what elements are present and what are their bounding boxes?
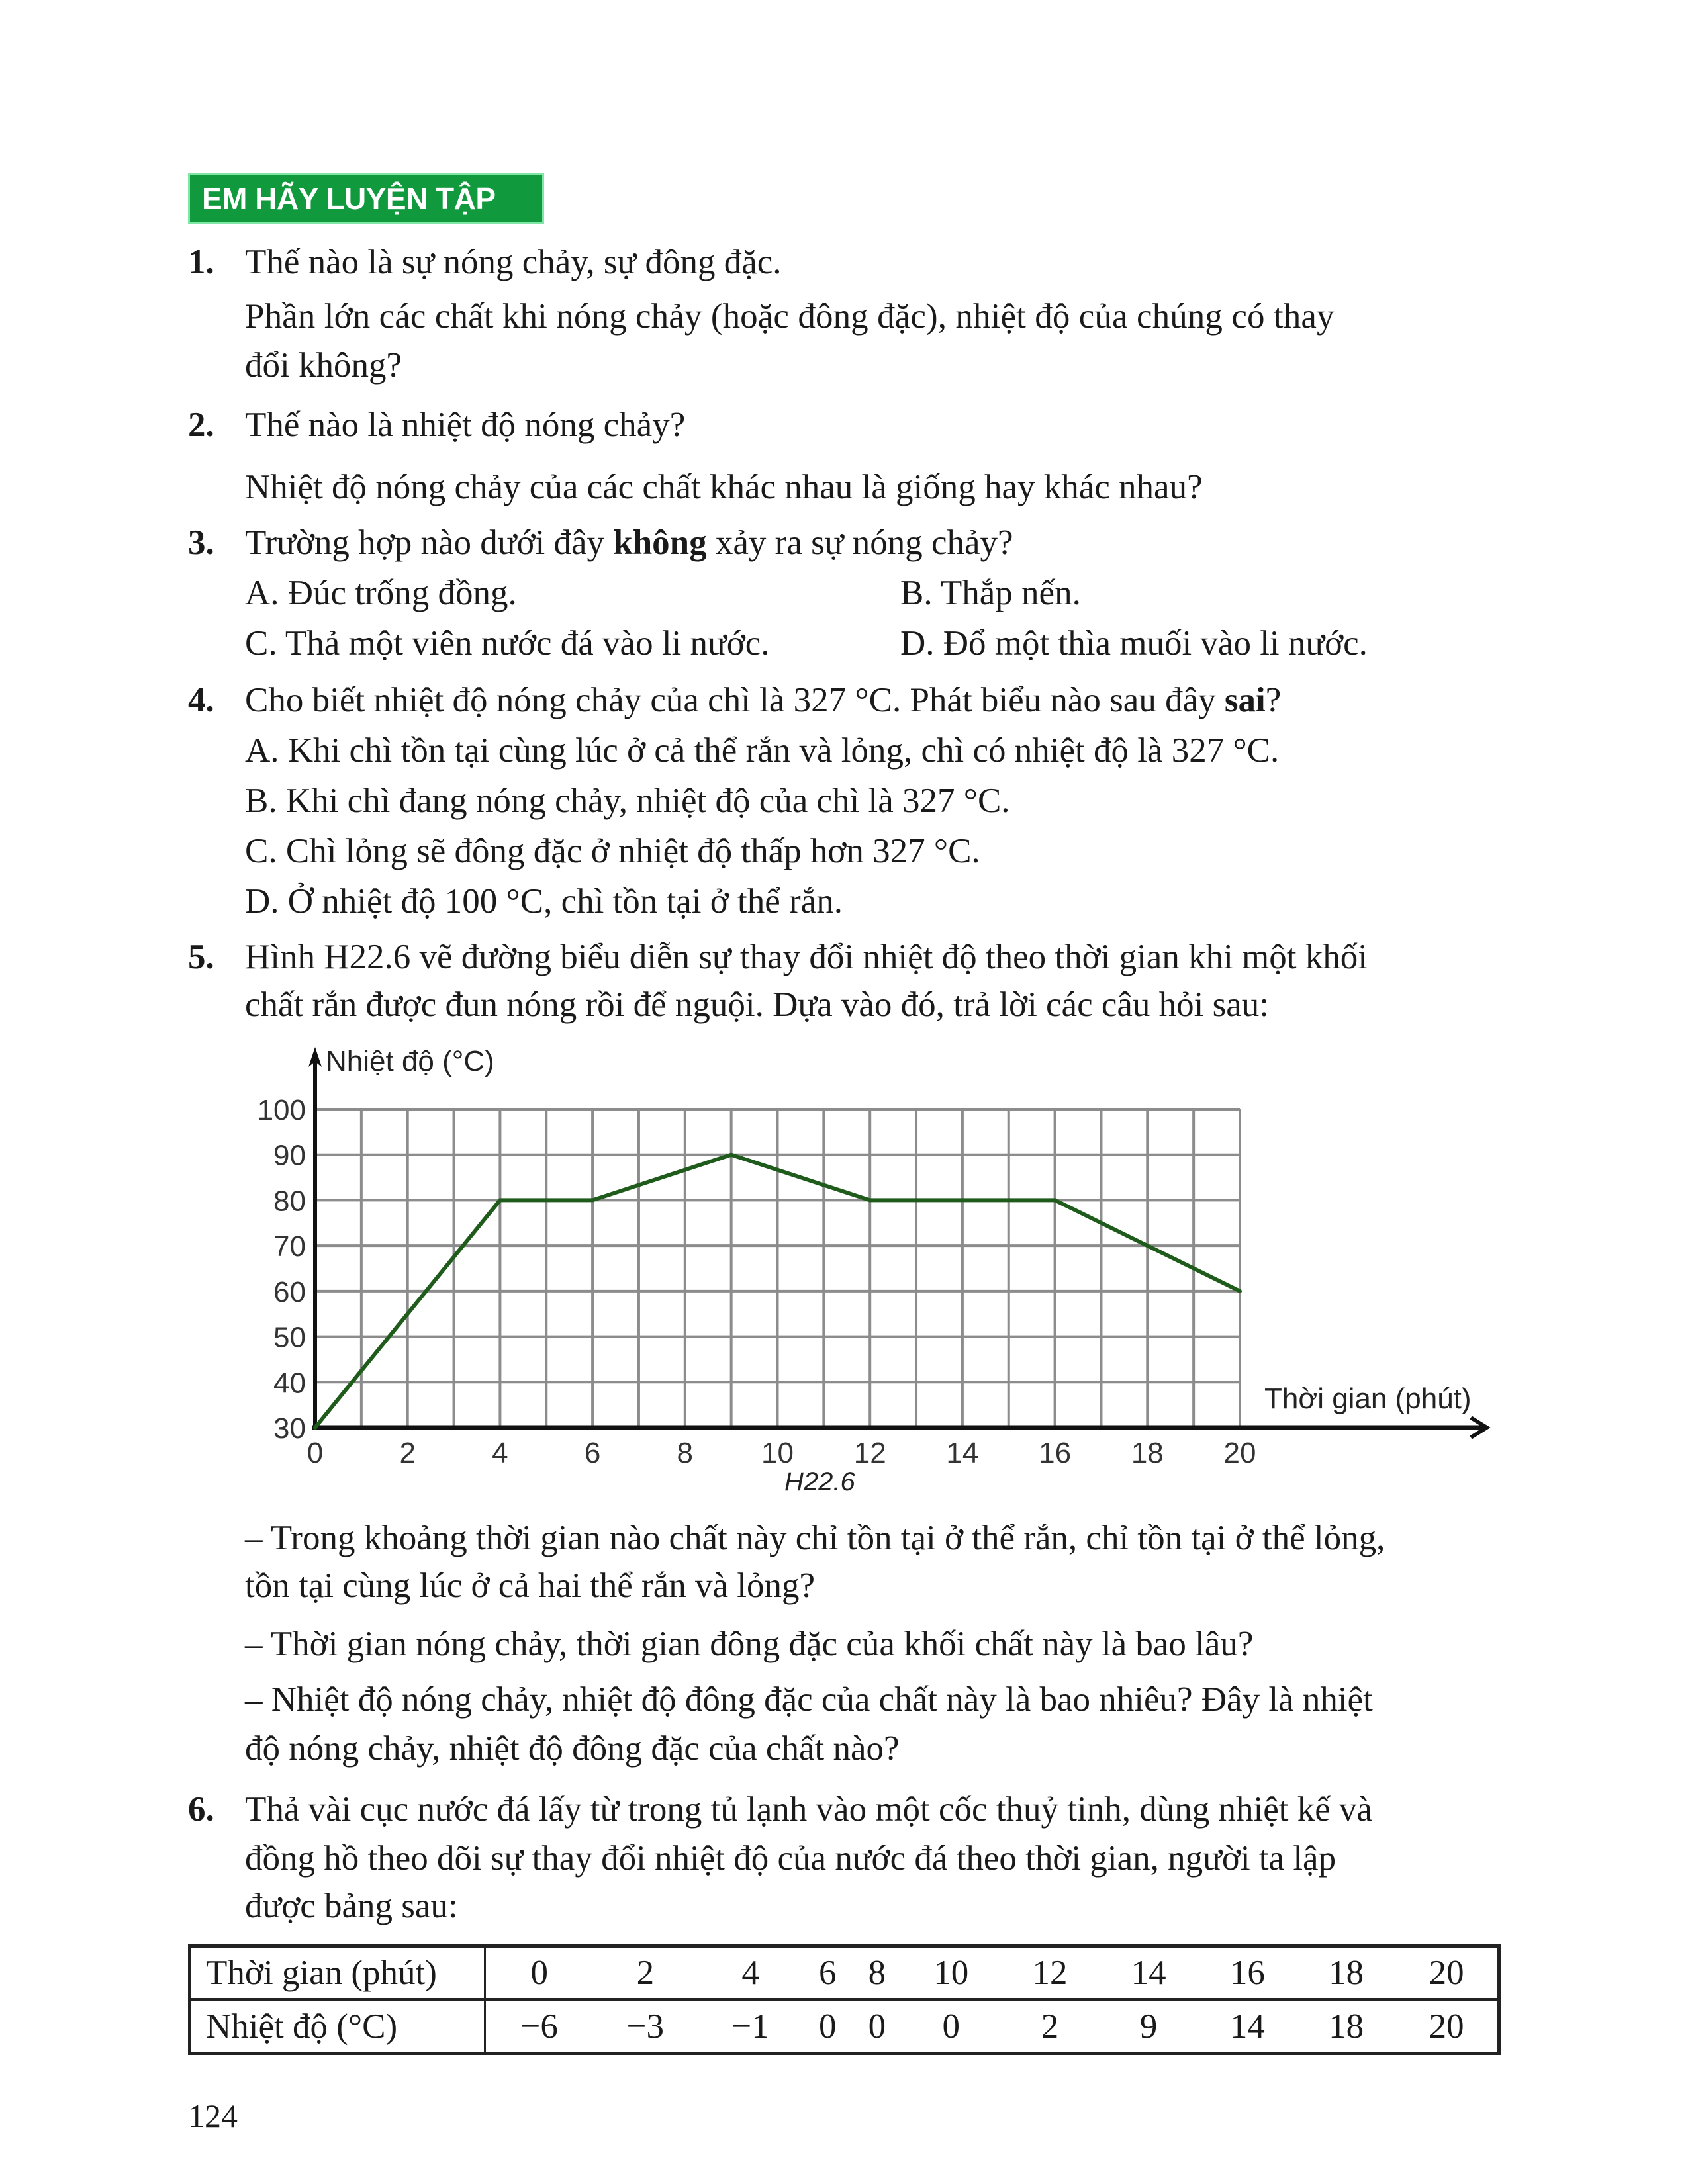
question-5-sub-3-line-2: độ nóng chảy, nhiệt độ đông đặc của chất nào? <box>245 1729 900 1768</box>
x-tick-label: 0 <box>306 1437 324 1469</box>
x-tick-label: 8 <box>677 1437 694 1469</box>
y-tick-label: 30 <box>273 1412 306 1445</box>
question-3-option-d: D. Đổ một thìa muối vào li nước. <box>900 624 1368 662</box>
table-cell: 10 <box>902 1946 1000 2000</box>
x-tick-label: 18 <box>1131 1437 1164 1469</box>
y-tick-label: 70 <box>273 1230 306 1263</box>
table-cell: 2 <box>1000 2000 1099 2054</box>
y-tick-label: 100 <box>257 1094 306 1126</box>
vertical-gridlines <box>361 1109 1240 1428</box>
table-cell: 0 <box>803 2000 853 2054</box>
data-point <box>590 1198 594 1202</box>
question-1-line-3: đổi không? <box>245 346 402 385</box>
table-row-time <box>190 1946 1499 2000</box>
question-2-line-1: Thế nào là nhiệt độ nóng chảy? <box>245 406 686 444</box>
data-point <box>313 1426 317 1430</box>
question-1-line-2: Phần lớn các chất khi nóng chảy (hoặc đông đặc), nhiệt độ của chúng có thay <box>245 297 1335 336</box>
x-tick-label: 16 <box>1039 1437 1072 1469</box>
data-point <box>1053 1198 1057 1202</box>
table-cell: 4 <box>698 1946 803 2000</box>
y-axis-label: Nhiệt độ (°C) <box>326 1045 494 1077</box>
table-cell: 20 <box>1395 2000 1499 2054</box>
table-cell: 0 <box>853 2000 902 2054</box>
question-4-option-d: D. Ở nhiệt độ 100 °C, chì tồn tại ở thể rắn. <box>245 882 843 921</box>
table-cell: 12 <box>1000 1946 1099 2000</box>
x-tick-label: 6 <box>584 1437 601 1469</box>
question-3-stem-text: Trường hợp nào dưới đây <box>245 523 614 562</box>
y-tick-label: 60 <box>273 1275 306 1308</box>
question-4-emphasis: sai <box>1224 681 1266 719</box>
question-4-stem-text: Cho biết nhiệt độ nóng chảy của chì là 327 °C. Phát biểu nào sau đây <box>245 681 1225 719</box>
question-1-line-1: Thế nào là sự nóng chảy, sự đông đặc. <box>245 243 782 281</box>
question-3-option-a: A. Đúc trống đồng. <box>245 574 517 612</box>
question-4-option-b: B. Khi chì đang nóng chảy, nhiệt độ của chì là 327 °C. <box>245 782 1010 820</box>
table-cell: −1 <box>698 2000 803 2054</box>
question-5-sub-3-line-1: – Nhiệt độ nóng chảy, nhiệt độ đông đặc của chất này là bao nhiêu? Đây là nhiệt <box>245 1680 1373 1719</box>
table-cell: 0 <box>902 2000 1000 2054</box>
question-4-option-c: C. Chì lỏng sẽ đông đặc ở nhiệt độ thấp hơn 327 °C. <box>245 832 980 870</box>
question-3-stem-end: xảy ra sự nóng chảy? <box>706 523 1013 562</box>
x-axis-label: Thời gian (phút) <box>1264 1383 1472 1415</box>
question-1-number: 1. <box>188 243 214 281</box>
table-cell: 16 <box>1198 1946 1297 2000</box>
question-3-option-c: C. Thả một viên nước đá vào li nước. <box>245 624 770 662</box>
table-cell: 6 <box>803 1946 853 2000</box>
table-cell: 14 <box>1198 2000 1297 2054</box>
question-5-sub-2: – Thời gian nóng chảy, thời gian đông đặc của khối chất này là bao lâu? <box>245 1625 1254 1663</box>
x-tick-label: 2 <box>399 1437 416 1469</box>
question-4-number: 4. <box>188 681 214 719</box>
question-5-sub-1-line-1: – Trong khoảng thời gian nào chất này chỉ tồn tại ở thể rắn, chỉ tồn tại ở thể lỏng, <box>245 1519 1385 1557</box>
question-6-line-3: được bảng sau: <box>245 1887 458 1925</box>
table-cell: 14 <box>1100 1946 1198 2000</box>
question-3-number: 3. <box>188 523 214 562</box>
x-tick-label: 14 <box>946 1437 979 1469</box>
table-cell: −6 <box>485 2000 593 2054</box>
table-cell: 9 <box>1100 2000 1198 2054</box>
question-5-line-1: Hình H22.6 vẽ đường biểu diễn sự thay đổi nhiệt độ theo thời gian khi một khối <box>245 938 1368 976</box>
x-tick-label: 20 <box>1223 1437 1256 1469</box>
data-point <box>1238 1289 1242 1293</box>
y-tick-label: 50 <box>273 1321 306 1354</box>
data-point <box>868 1198 872 1202</box>
question-2-line-2: Nhiệt độ nóng chảy của các chất khác nhau là giống hay khác nhau? <box>245 468 1203 506</box>
ice-temperature-table <box>188 1944 1501 2055</box>
question-5-line-2: chất rắn được đun nóng rồi để nguội. Dựa vào đó, trả lời các câu hỏi sau: <box>245 985 1269 1024</box>
question-4-stem-end: ? <box>1265 681 1282 719</box>
figure-caption: H22.6 <box>784 1467 855 1496</box>
y-tick-label: 40 <box>273 1367 306 1400</box>
table-row-header: Thời gian (phút) <box>190 1946 485 2000</box>
x-tick-labels <box>307 1437 1256 1469</box>
question-5-number: 5. <box>188 938 214 976</box>
data-point <box>729 1153 733 1157</box>
question-3-emphasis: không <box>613 523 707 562</box>
question-6-line-2: đồng hồ theo dõi sự thay đổi nhiệt độ của nước đá theo thời gian, người ta lập <box>245 1839 1336 1878</box>
y-tick-labels <box>258 1094 306 1445</box>
table-cell: 18 <box>1297 1946 1395 2000</box>
x-tick-label: 12 <box>853 1437 886 1469</box>
x-tick-label: 10 <box>761 1437 794 1469</box>
table-cell: 20 <box>1395 1946 1499 2000</box>
table-cell: 18 <box>1297 2000 1395 2054</box>
table-cell: 2 <box>592 1946 698 2000</box>
question-5-sub-1-line-2: tồn tại cùng lúc ở cả hai thể rắn và lỏng? <box>245 1567 815 1605</box>
x-tick-label: 4 <box>492 1437 508 1469</box>
table-cell: 8 <box>853 1946 902 2000</box>
table-row-header: Nhiệt độ (°C) <box>190 2000 485 2054</box>
section-title-banner: EM HÃY LUYỆN TẬP <box>188 173 544 224</box>
question-6-line-1: Thả vài cục nước đá lấy từ trong tủ lạnh vào một cốc thuỷ tinh, dùng nhiệt kế và <box>245 1790 1373 1829</box>
page-number: 124 <box>188 2097 238 2134</box>
table-cell: 0 <box>485 1946 593 2000</box>
question-3-option-b: B. Thắp nến. <box>900 574 1081 612</box>
y-tick-label: 80 <box>273 1185 306 1218</box>
table-row-temperature <box>190 2000 1499 2054</box>
question-4-option-a: A. Khi chì tồn tại cùng lúc ở cả thể rắn và lỏng, chì có nhiệt độ là 327 °C. <box>245 731 1280 770</box>
data-point <box>498 1198 502 1202</box>
question-2-number: 2. <box>188 406 214 444</box>
table-cell: −3 <box>592 2000 698 2054</box>
y-tick-label: 90 <box>273 1139 306 1172</box>
question-6-number: 6. <box>188 1790 214 1829</box>
